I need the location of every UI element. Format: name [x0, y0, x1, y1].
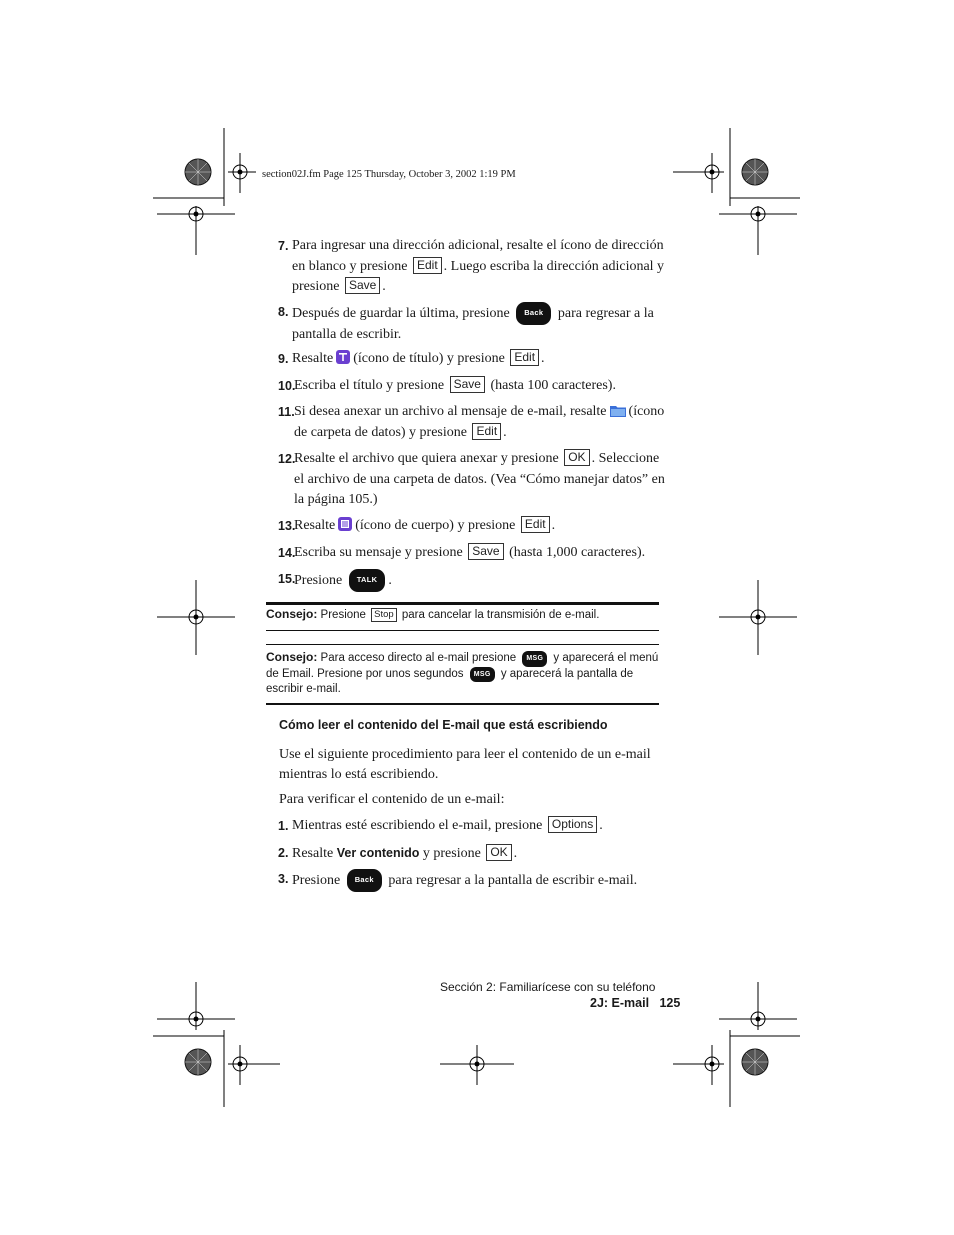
talk-key-icon: TALK [349, 569, 386, 592]
intro-paragraph: Use el siguiente procedimiento para leer el contenido de un e-mail mientras lo está escribiendo. [279, 747, 651, 782]
step-number: 1. [278, 819, 289, 833]
step-13 [278, 516, 668, 537]
msg-key-icon: MSG [470, 667, 495, 683]
step-text: . Seleccione el archivo de una carpeta de datos. (Vea “Cómo manejar datos” en la página 105.) [294, 451, 665, 507]
footer-section: Sección 2: Familiarícese con su teléfono [440, 980, 656, 994]
edit-key: Edit [472, 423, 501, 440]
verify-paragraph: Para verificar el contenido de un e-mail: [279, 792, 505, 807]
tip-text: para cancelar la transmisión de e-mail. [401, 609, 600, 621]
step-text: y presione [422, 846, 481, 861]
step-text: . [541, 351, 545, 366]
step-10 [278, 376, 668, 397]
step-text: . [388, 573, 392, 588]
step-text: . [503, 424, 507, 440]
step-number: 14. [278, 546, 296, 560]
edit-key: Edit [521, 516, 550, 533]
tip-rule-bottom [266, 703, 659, 705]
step-number: 7. [278, 239, 289, 253]
tip-rule-divider [266, 644, 659, 645]
step-text: Si desea anexar un archivo al mensaje de e-mail, resalte [294, 404, 607, 419]
msg-key-icon: MSG [522, 651, 547, 667]
edit-key: Edit [413, 257, 442, 274]
chapter-label: 2J: E-mail [590, 996, 650, 1010]
edit-key: Edit [510, 349, 539, 366]
section-heading: Cómo leer el contenido del E-mail que está escribiendo [279, 718, 608, 732]
title-icon [336, 350, 350, 364]
step-text: Escriba su mensaje y presione [294, 545, 463, 560]
ok-key: OK [486, 844, 511, 861]
tip-rule-divider [266, 630, 659, 631]
tip-label: Consejo: [266, 607, 318, 621]
save-key: Save [450, 376, 485, 393]
tip-rule-top [266, 602, 659, 605]
tip-stop [266, 607, 659, 624]
step-text: . [382, 279, 386, 294]
step-text: Presione [294, 573, 343, 588]
step-text: para regresar a la pantalla de escribir e-mail. [388, 873, 638, 888]
save-key: Save [468, 543, 503, 560]
tip-label: Consejo: [266, 650, 318, 664]
step-7 [278, 236, 668, 298]
step-text: Resalte el archivo que quiera anexar y presione [294, 451, 559, 466]
page-number: 125 [659, 996, 681, 1010]
options-key: Options [548, 816, 597, 833]
step-text: (ícono de cuerpo) y presione [355, 518, 516, 533]
tip-msg [266, 650, 659, 698]
step-text: . [513, 846, 518, 861]
step-text: . [599, 818, 603, 833]
step-number: 8. [278, 305, 289, 319]
step-number: 11. [278, 405, 295, 419]
tip-text: Presione [320, 609, 366, 621]
step-text: Para ingresar una dirección adicional, resalte el ícono de dirección en blanco y presione [292, 238, 664, 274]
step-8 [278, 302, 668, 345]
step-text: Después de guardar la última, presione [292, 306, 510, 321]
step-number: 9. [278, 352, 289, 366]
step-text: . [551, 518, 556, 533]
step-text: Mientras esté escribiendo el e-mail, presione [292, 818, 543, 833]
step-14 [278, 543, 668, 564]
tip-text: y aparecerá la pantalla de escribir e-mail. [266, 667, 634, 695]
step-text: para regresar a la pantalla de escribir. [292, 306, 654, 342]
tip-text: Para acceso directo al e-mail presione [320, 652, 517, 664]
step-9 [278, 349, 668, 370]
step-number: 3. [278, 872, 289, 886]
footer-chapter [590, 996, 680, 1010]
step-text: . Luego escriba la dirección adicional y presione [292, 258, 665, 294]
step-12 [278, 449, 668, 511]
step-11 [278, 402, 668, 443]
file-header: section02J.fm Page 125 Thursday, October 3, 2002 1:19 PM [262, 169, 516, 180]
ok-key: OK [564, 449, 589, 466]
back-key-icon: Back [347, 869, 382, 892]
step-number: 12. [278, 452, 296, 466]
save-key: Save [345, 277, 380, 294]
step-number: 10. [278, 379, 296, 393]
tip-text: y aparecerá el menú de Email. Presione por unos segundos [266, 652, 659, 680]
step-text: Presione [292, 873, 341, 888]
read-step-2 [278, 843, 668, 865]
step-text: Resalte [292, 351, 334, 366]
step-number: 13. [278, 519, 296, 533]
step-text: Escriba el título y presione [294, 378, 445, 393]
folder-icon [610, 404, 626, 417]
step-text: (hasta 100 caracteres). [490, 378, 616, 393]
step-15 [278, 569, 668, 592]
step-text: Resalte [292, 846, 334, 861]
step-text: (ícono de carpeta de datos) y presione [294, 404, 665, 440]
read-step-1 [278, 816, 668, 837]
back-key-icon: Back [516, 302, 551, 325]
stop-key: Stop [371, 608, 397, 622]
menu-option: Ver contenido [336, 846, 420, 860]
step-text: (hasta 1,000 caracteres). [509, 545, 646, 560]
read-step-3 [278, 869, 668, 892]
step-text: Resalte [294, 518, 336, 533]
step-text: (ícono de título) y presione [353, 351, 505, 366]
step-number: 15. [278, 572, 296, 586]
body-icon [338, 517, 352, 531]
step-number: 2. [278, 846, 289, 860]
